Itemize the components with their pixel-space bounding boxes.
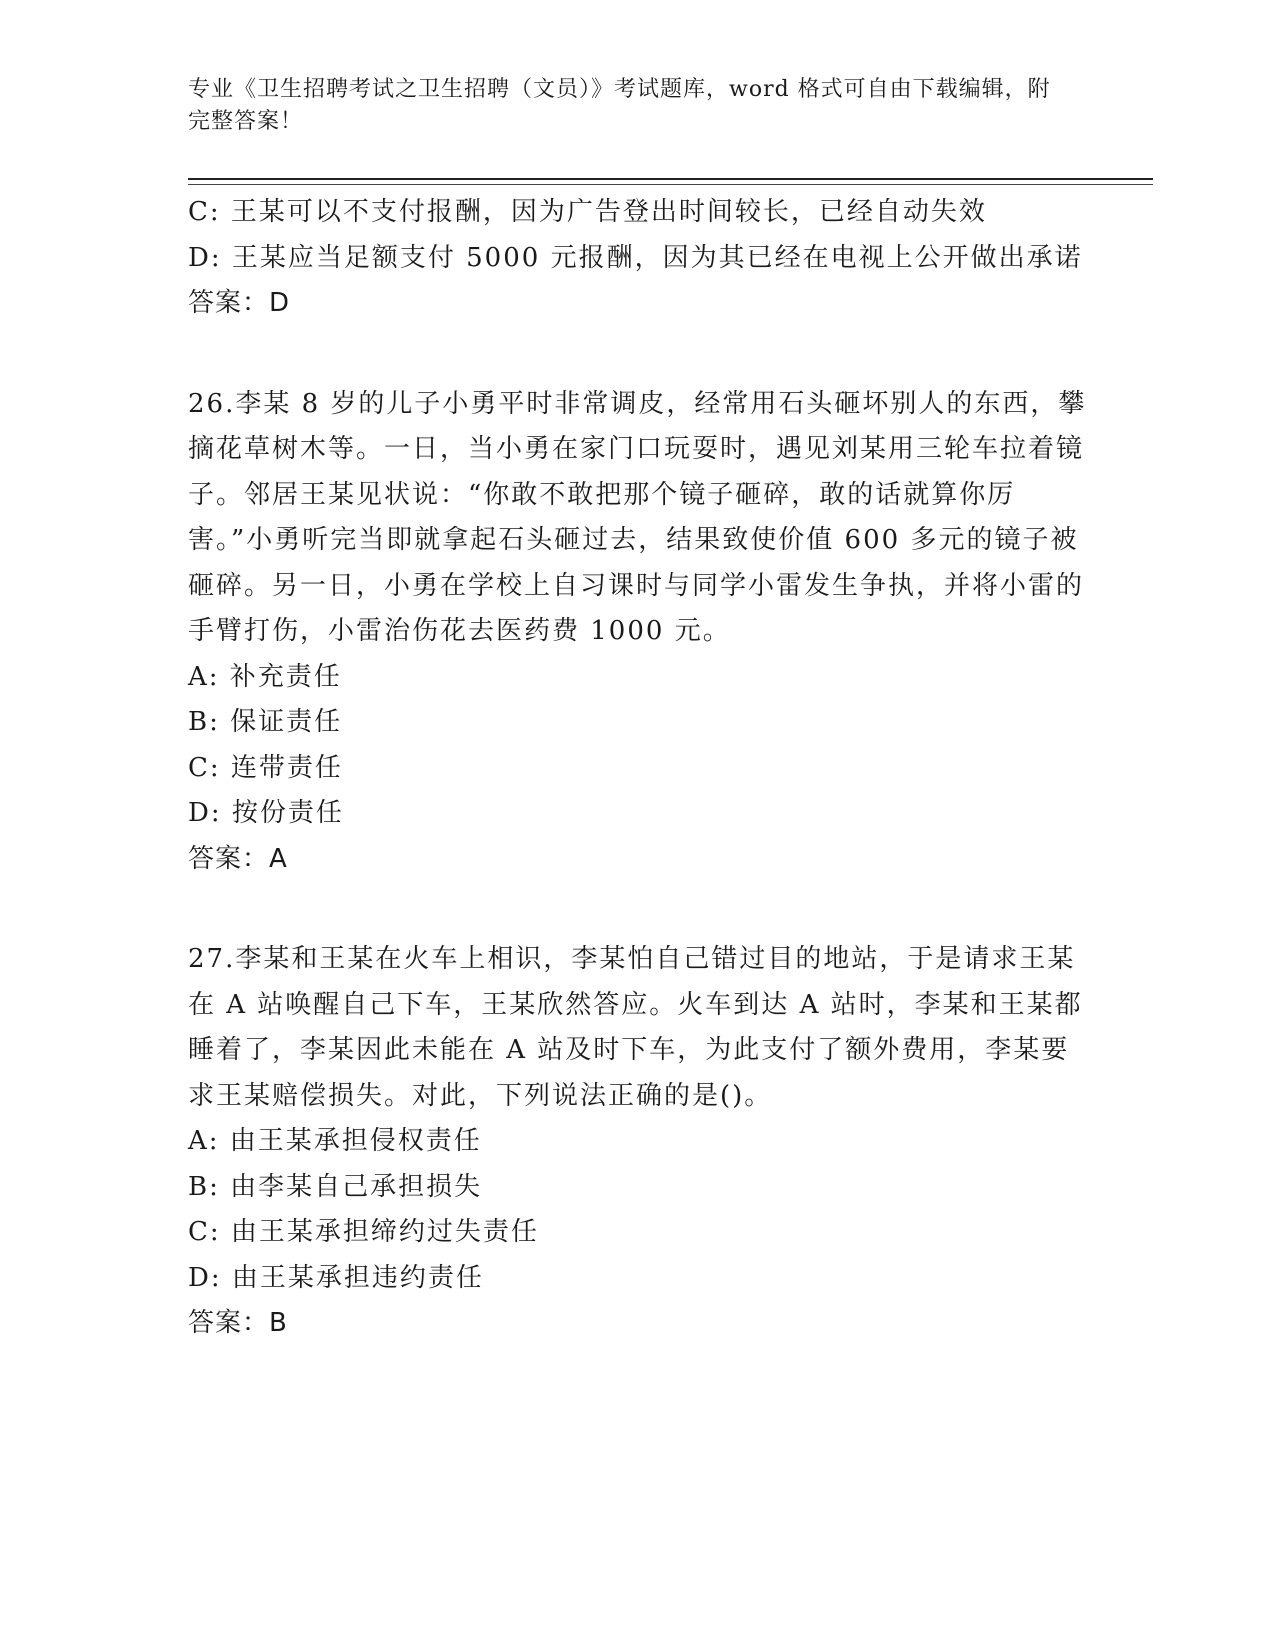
answer-line: 答案：B [188, 1308, 288, 1338]
question-stem: 26.李某 8 岁的儿子小勇平时非常调皮，经常用石头砸坏别人的东西，攀摘花草树木等。一日，当小勇在家门口玩耍时，遇见刘某用三轮车拉着镜子。邻居王某见状说：“你敢不敢把那个镜子砸碎，敢的话就算你厉害。”小勇听完当即就拿起石头砸过去，结果致使价值 600 多元的镜子被砸碎。另一日，小勇在学校上自习课时与同学小雷发生争执，并将小雷的手臂打伤，小雷治伤花去医药费 1000 元。 [188, 388, 1087, 646]
option-d: D: 按份责任 [188, 798, 344, 828]
answer-line: 答案：D [188, 288, 291, 318]
header-divider-thin [188, 184, 1153, 185]
option-b: B: 保证责任 [188, 707, 343, 737]
answer-line: 答案：A [188, 843, 288, 874]
option-d: D: 由王某承担违约责任 [188, 1262, 484, 1293]
option-c: C: 由王某承担缔约过失责任 [188, 1217, 539, 1247]
question-26 [188, 382, 1088, 883]
option-c: C: 王某可以不支付报酬，因为广告登出时间较长，已经自动失效 [188, 197, 987, 227]
option-b: B: 由李某自己承担损失 [188, 1171, 483, 1202]
document-header: 专业《卫生招聘考试之卫生招聘（文员）》考试题库，word 格式可自由下载编辑，附完整答案！ [188, 77, 1051, 134]
header-divider-thick [188, 178, 1153, 180]
option-c: C: 连带责任 [188, 752, 343, 783]
spacer [188, 882, 1088, 937]
option-a: A: 补充责任 [188, 661, 342, 692]
document-body [188, 190, 1088, 1347]
question-stem: 27.李某和王某在火车上相识，李某怕自己错过目的地站，于是请求王某在 A 站唤醒自己下车，王某欣然答应。火车到达 A 站时，李某和王某都睡着了，李某因此未能在 A 站及时下车，为此支付了额外费用，李某要求王某赔偿损失。对此，下列说法正确的是()。 [188, 944, 1083, 1111]
question-27 [188, 937, 1088, 1347]
option-a: A: 由王某承担侵权责任 [188, 1126, 482, 1156]
option-d: D: 王某应当足额支付 5000 元报酬，因为其已经在电视上公开做出承诺 [188, 242, 1083, 273]
spacer [188, 327, 1088, 382]
prev-question-block [188, 190, 1088, 327]
